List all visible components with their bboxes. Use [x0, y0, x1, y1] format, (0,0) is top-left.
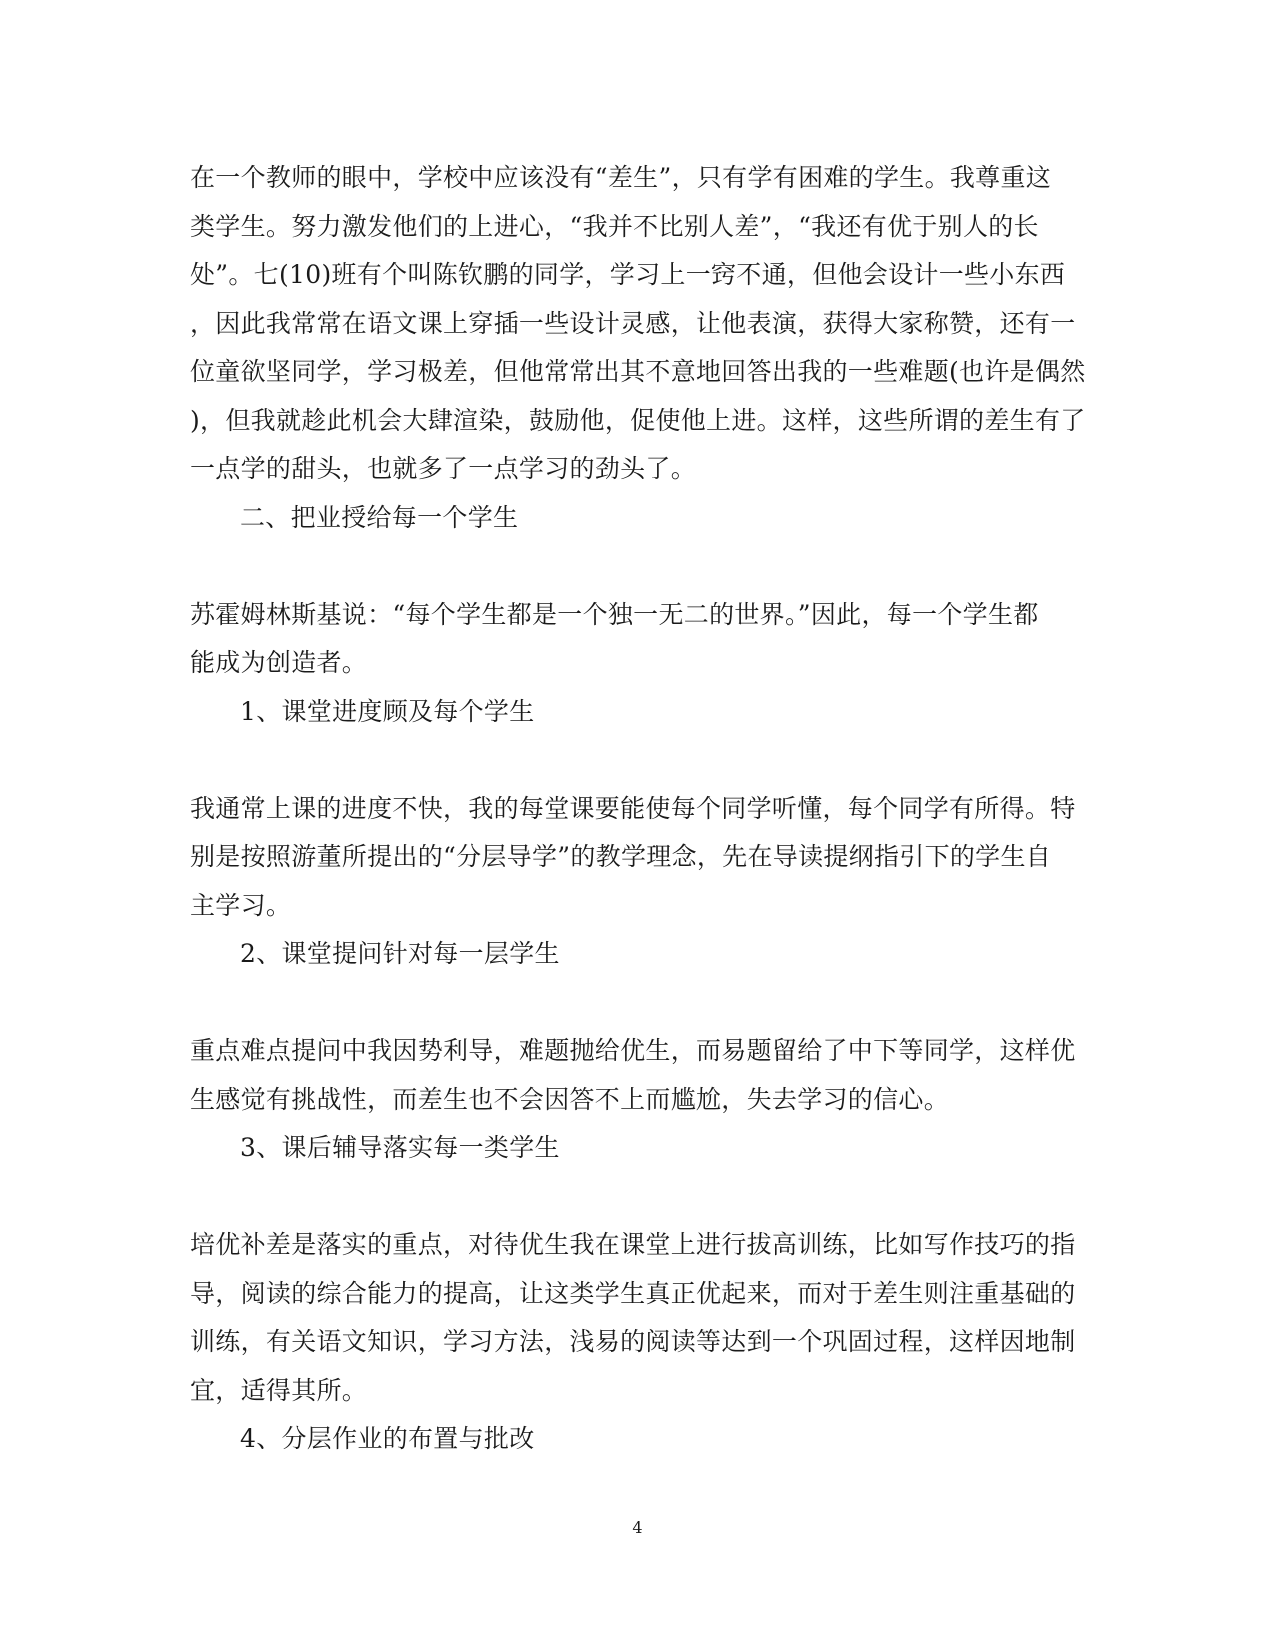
subsection-heading: 2、课堂提问针对每一层学生	[240, 939, 560, 968]
paragraph-line: 在一个教师的眼中，学校中应该没有“差生”，只有学有困难的学生。我尊重这	[190, 163, 1052, 192]
paragraph-line: 培优补差是落实的重点，对待优生我在课堂上进行拔高训练，比如写作技巧的指	[190, 1230, 1076, 1259]
paragraph-line: ，因此我常常在语文课上穿插一些设计灵感，让他表演，获得大家称赞，还有一	[190, 309, 1076, 338]
paragraph-line: 位童欲坚同学，学习极差，但他常常出其不意地回答出我的一些难题(也许是偶然	[190, 357, 1086, 386]
paragraph-line: 一点学的甜头，也就多了一点学习的劲头了。	[190, 454, 697, 483]
paragraph-line: )，但我就趁此机会大肆渲染，鼓励他，促使他上进。这样，这些所谓的差生有了	[190, 406, 1086, 435]
paragraph-line: 训练，有关语文知识，学习方法，浅易的阅读等达到一个巩固过程，这样因地制	[190, 1327, 1076, 1356]
page-number: 4	[632, 1518, 643, 1537]
paragraph-line: 能成为创造者。	[190, 648, 368, 677]
paragraph-line: 类学生。努力激发他们的上进心，“我并不比别人差”，“我还有优于别人的长	[190, 212, 1039, 241]
subsection-heading: 3、课后辅导落实每一类学生	[240, 1133, 560, 1162]
paragraph-line: 处”。七(10)班有个叫陈钦鹏的同学，学习上一窍不通，但他会设计一些小东西	[190, 260, 1066, 289]
paragraph-line: 我通常上课的进度不快，我的每堂课要能使每个同学听懂，每个同学有所得。特	[190, 794, 1076, 823]
paragraph-line: 重点难点提问中我因势利导，难题抛给优生，而易题留给了中下等同学，这样优	[190, 1036, 1076, 1065]
section-heading: 二、把业授给每一个学生	[240, 503, 519, 532]
paragraph-line: 别是按照游董所提出的“分层导学”的教学理念，先在导读提纲指引下的学生自	[190, 842, 1052, 871]
paragraph-line: 导，阅读的综合能力的提高，让这类学生真正优起来，而对于差生则注重基础的	[190, 1279, 1076, 1308]
paragraph-line: 苏霍姆林斯基说：“每个学生都是一个独一无二的世界。”因此，每一个学生都	[190, 600, 1039, 629]
subsection-heading: 4、分层作业的布置与批改	[240, 1424, 535, 1453]
paragraph-line: 主学习。	[190, 891, 292, 920]
paragraph-line: 宜，适得其所。	[190, 1376, 368, 1405]
paragraph-line: 生感觉有挑战性，而差生也不会因答不上而尴尬，失去学习的信心。	[190, 1085, 950, 1114]
subsection-heading: 1、课堂进度顾及每个学生	[240, 697, 535, 726]
